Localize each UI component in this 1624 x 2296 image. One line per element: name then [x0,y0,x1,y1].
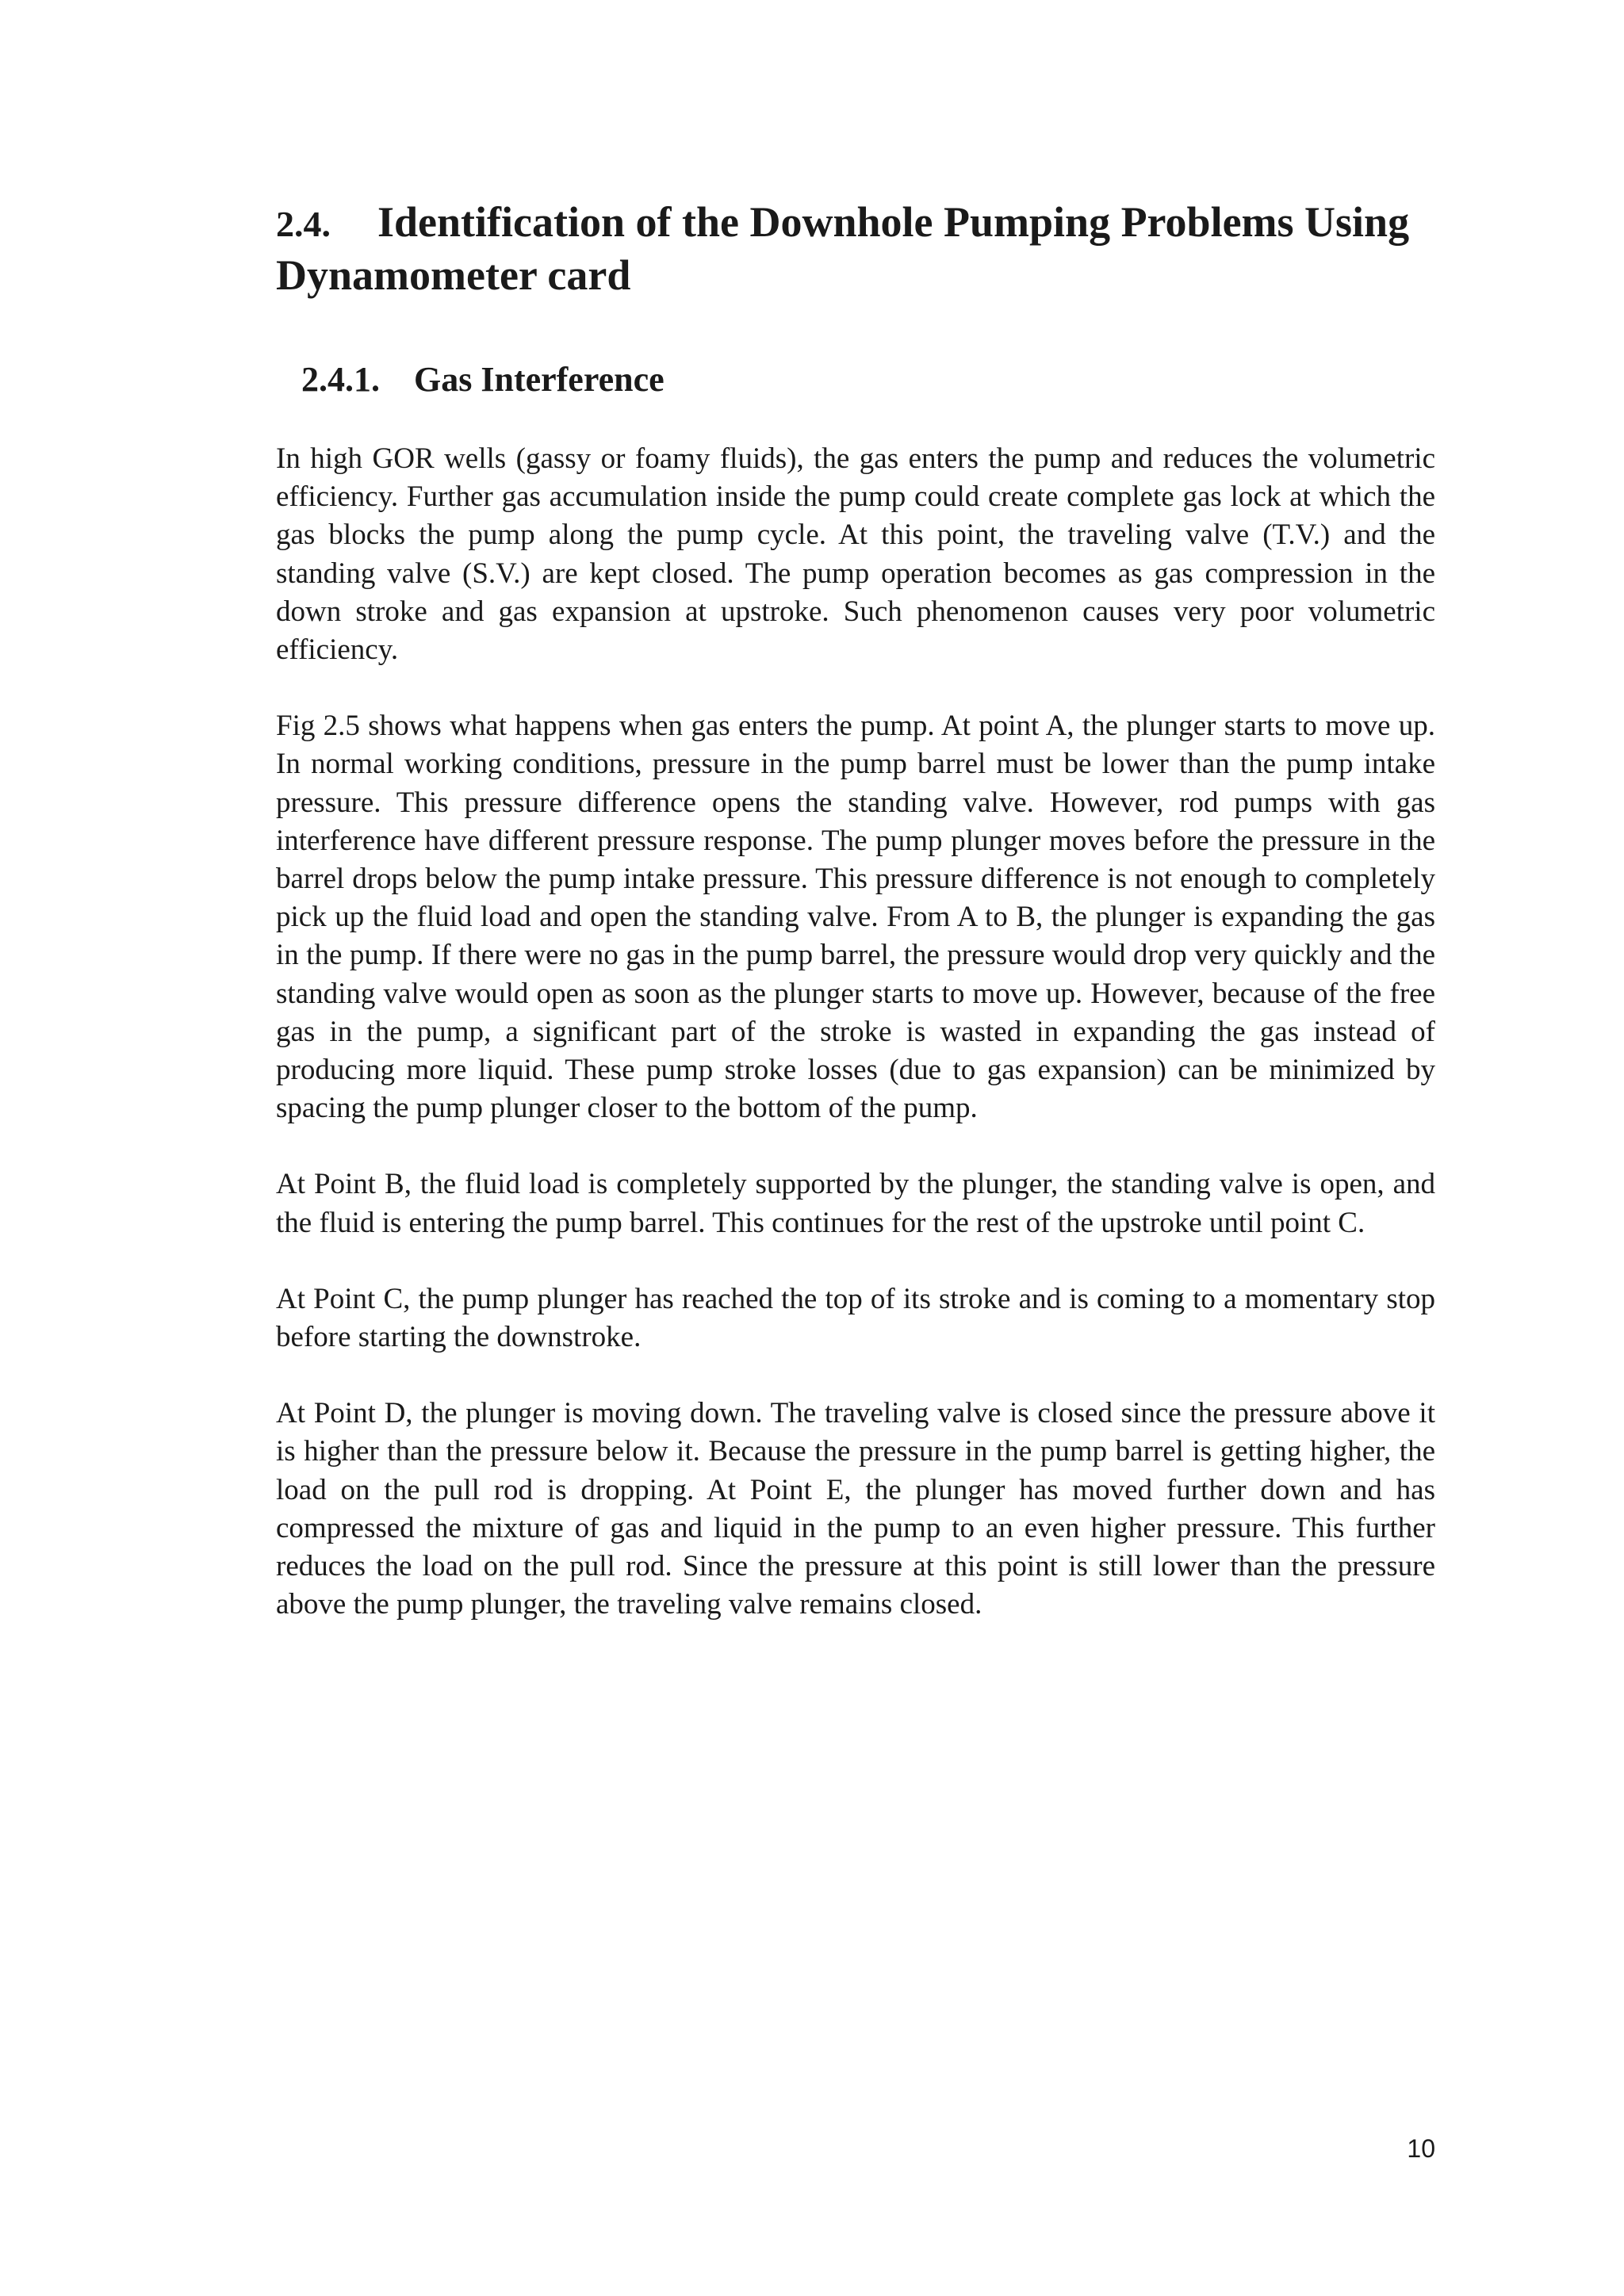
paragraph-point-c: At Point C, the pump plunger has reached the top of its stroke and is coming to a momentary stop before starting the downstroke. [276,1282,1435,1354]
subsection-number: 2.4.1. [301,360,380,399]
subsection-title: Gas Interference [414,360,665,399]
section-number: 2.4. [276,204,331,244]
section-heading [276,197,1435,300]
paragraph-point-b: At Point B, the fluid load is completely supported by the plunger, the standing valve is open, and the fluid is entering the pump barrel. This continues for the rest of the upstroke until point C. [276,1168,1435,1239]
subsection-heading [301,358,1435,402]
paragraph-point-a: Fig 2.5 shows what happens when gas enters the pump. At point A, the plunger starts to move up. In normal working conditions, pressure in the pump barrel must be lower than the pump intake pressure. This pressure difference opens the standing valve. However, rod pumps with gas interference have different pressure response. The pump plunger moves before the pressure in the barrel drops below the pump intake pressure. This pressure difference is not enough to completely pick up the fluid load and open the standing valve. From A to B, the plunger is expanding the gas in the pump. If there were no gas in the pump barrel, the pressure would drop very quickly and the standing valve would open as soon as the plunger starts to move up. However, because of the free gas in the pump, a significant part of the stroke is wasted in expanding the gas instead of producing more liquid. These pump stroke losses (due to gas expansion) can be minimized by spacing the pump plunger closer to the bottom of the pump. [276,710,1435,1125]
page-number: 10 [1407,2134,1435,2163]
section-title: Identification of the Downhole Pumping Problems Using Dynamometer card [276,198,1410,299]
page-content [276,197,1435,1624]
paragraph-gas-interference-intro: In high GOR wells (gassy or foamy fluids), the gas enters the pump and reduces the volumetric efficiency. Further gas accumulation inside the pump could create complete gas lock at which the gas blocks the pump along the pump cycle. At this point, the traveling valve (T.V.) and the standing valve (S.V.) are kept closed. The pump operation becomes as gas compression in the down stroke and gas expansion at upstroke. Such phenomenon causes very poor volumetric efficiency. [276,442,1435,667]
paragraph-point-d-e: At Point D, the plunger is moving down. The traveling valve is closed since the pressure above it is higher than the pressure below it. Because the pressure in the pump barrel is getting higher, the load on the pull rod is dropping. At Point E, the plunger has moved further down and has compressed the mixture of gas and liquid in the pump to an even higher pressure. This further reduces the load on the pull rod. Since the pressure at this point is still lower than the pressure above the pump plunger, the traveling valve remains closed. [276,1397,1435,1621]
